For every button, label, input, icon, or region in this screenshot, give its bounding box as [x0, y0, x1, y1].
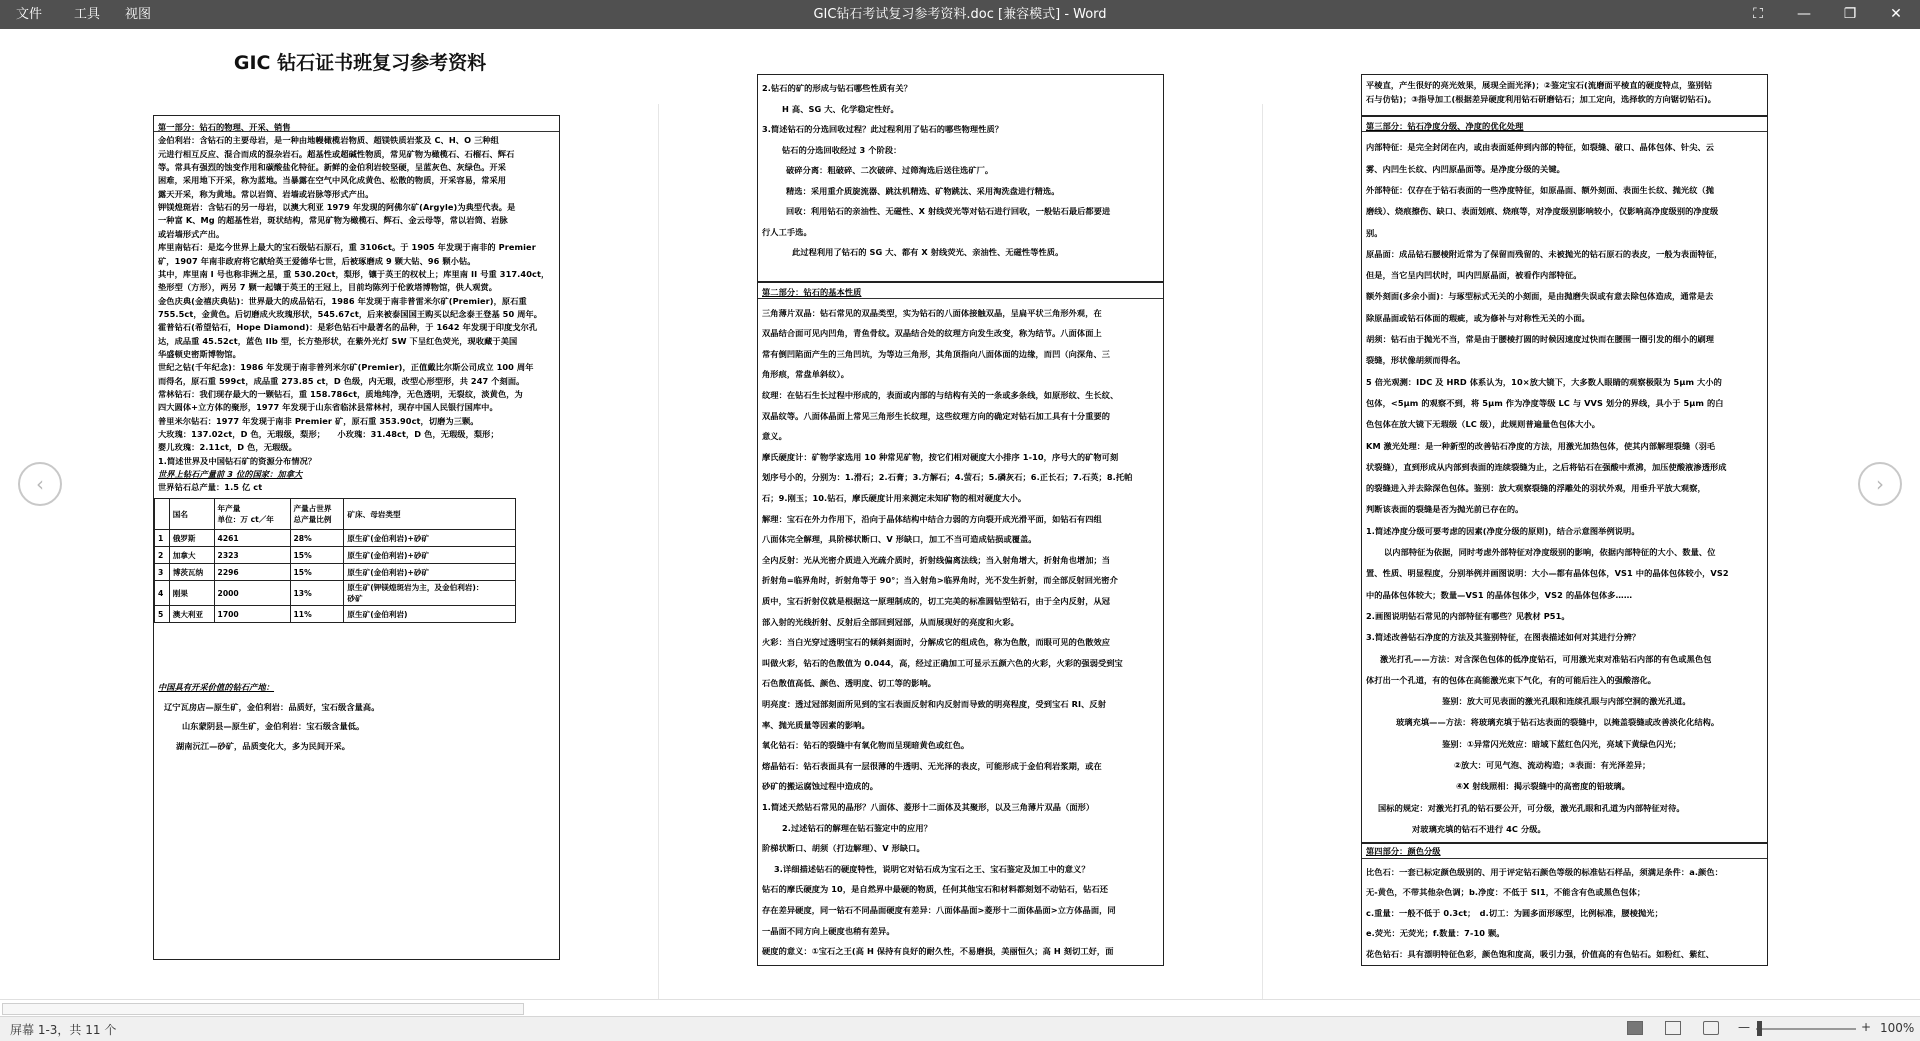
table-cell: 5 [155, 606, 170, 623]
body-text-line: 中国具有开采价值的钻石产地： [158, 682, 275, 692]
body-text-line: 角形痕，常盘单斜纹）。 [762, 369, 850, 380]
body-text-line: 解理：宝石在外力作用下，沿向于晶体结构中结合力弱的方向裂开成光滑平面，如钻石有四组 [762, 513, 1102, 524]
body-text-line: 划序号小的，分别为：1.滑石；2.石膏；3.方解石；4.萤石；5.磷灰石；6.正长石；7.石英；8.托帕 [762, 472, 1133, 483]
table-cell: 28% [290, 530, 344, 547]
body-text-line: 石色散值高低、颜色、透明度、切工等的影响。 [762, 678, 937, 689]
table-row [155, 606, 516, 623]
body-text-line: 火彩：当白光穿过透明宝石的倾斜刻面时，分解成它的组成色，称为色散，而眼可见的色散效应 [762, 637, 1111, 648]
body-text-line: 2.过述钻石的解理在钻石鉴定中的应用？ [782, 822, 932, 833]
body-text-line: 置、性质、明显程度，分别举例并画图说明：大小—都有晶体包体，VS1 中的晶体包体较小，VS2 [1366, 568, 1729, 579]
body-text-line: 石；9.刚玉；10.钻石，摩氏硬度计用来测定未知矿物的相对硬度大小。 [762, 493, 1027, 503]
body-text-line: 无-黄色，不带其他杂色调；b.净度：不低于 SI1，不能含有色或黑色包体； [1366, 887, 1646, 897]
minimize-button[interactable]: — [1797, 6, 1811, 22]
page-2-top-frame [757, 74, 1164, 282]
body-text-line: 中的晶体包体较大；数量—VS1 的晶体包体少，VS2 的晶体包体多…… [1366, 589, 1633, 600]
body-text-line: 对玻璃充填的钻石不进行 4C 分级。 [1412, 823, 1546, 834]
table-cell: 原生矿(金伯利岩)+砂矿 [344, 530, 516, 547]
body-text-line: 露天开采，称为黄地。常以岩筒、岩墙或岩脉等形式产出。 [158, 188, 374, 199]
table-header-row [155, 499, 516, 530]
table-header-cell: 产量占世界 总产量比例 [290, 499, 344, 530]
zoom-level[interactable]: 100% [1880, 1021, 1915, 1035]
page-3-top-frame [1361, 74, 1768, 116]
table-cell: 1 [155, 530, 170, 547]
body-text-line: 达，成品重 45.52ct，蓝色 IIb 型，长方垫形状，在紫外光灯 SW 下呈红色荧光，现收藏于美国 [158, 335, 518, 346]
body-text-line: 此过程利用了钻石的 SG 大、都有 X 射线荧光、亲油性、无磁性等性质。 [792, 247, 1064, 257]
table-cell: 13% [290, 581, 344, 606]
table-cell: 澳大利亚 [169, 606, 214, 623]
table-cell: 11% [290, 606, 344, 623]
body-text-line: 辽宁瓦房店—原生矿，金伯利岩：品质好，宝石级含量高。 [164, 701, 380, 712]
body-text-line: 国标的规定：对激光打孔的钻石要公开，可分级，激光孔眼和孔道为内部特征对待。 [1378, 802, 1685, 813]
body-text-line: 霍普钻石(希望钻石，Hope Diamond)：是彩色钻石中最著名的品种，于 1642 年发现于印度戈尔孔 [158, 322, 538, 333]
body-text-line: 砂矿的搬运腐蚀过程中造成的。 [762, 781, 879, 792]
body-text-line: 金伯利岩：含钻石的主要母岩，是一种由地幔橄榄岩物质、超镁铁质岩浆及 C、H、O 三种组 [158, 135, 499, 146]
body-text-line: 折射角=临界角时，折射角等于 90°；当入射角>临界角时，光不发生折射，而全部反射回光密介 [762, 575, 1118, 586]
table-header-cell [155, 499, 170, 530]
body-text-line: 八面体完全解理，具阶梯状断口、V 形缺口，加工不当可造成钻损或覆盖。 [762, 534, 1037, 545]
status-bar [0, 1016, 1920, 1041]
table-cell: 加拿大 [169, 547, 214, 564]
body-text-line: 第二部分：钻石的基本性质 [762, 287, 862, 297]
body-text-line: 判断该表面的裂缝是否为抛光前已存在的。 [1366, 504, 1524, 515]
scrollbar-thumb[interactable] [2, 1003, 524, 1015]
body-text-line: 1.简述净度分级可要考虑的因素(净度分级的原则)，结合示意图举例说明。 [1366, 525, 1640, 536]
body-text-line: 三角薄片双晶：钻石常见的双晶类型，实为钻石的八面体接触双晶，呈扁平状三角形外观，在 [762, 307, 1102, 318]
body-text-line: 2.画图说明钻石常见的内部特征有哪些？见教材 P51。 [1366, 610, 1570, 621]
body-text-line: 普里米尔钻石：1977 年发现于南非 Premier 矿，原石重 353.90ct，切磨为三颗。 [158, 415, 479, 426]
body-text-line: 的裂缝进入并去除深色包体。鉴别：放大观察裂缝的浮雕处的羽状外观，用垂升平放大观察， [1366, 483, 1706, 494]
section-rule [154, 131, 559, 132]
body-text-line: ④X 射线照相：揭示裂缝中的高密度的铅玻璃。 [1456, 781, 1630, 792]
prev-page-icon[interactable]: ‹ [18, 462, 62, 506]
read-view-icon[interactable] [1627, 1021, 1643, 1035]
body-text-line: 钾镁煌斑岩：含钻石的另一母岩，以澳大利亚 1979 年发现的阿佛尔矿(Argyle)为典型代表。是 [158, 202, 516, 213]
page-1-frame [153, 115, 560, 960]
body-text-line: 大玫瑰：137.02ct，D 色，无瑕级，梨形； 小玫瑰：31.48ct，D 色，无瑕级，梨形； [158, 429, 499, 440]
body-text-line: 世纪之钻(千年纪念)：1986 年发现于南非普列米尔矿(Premier)，正值戴比尔斯公司成立 100 周年 [158, 362, 534, 373]
zoom-in-button[interactable]: + [1861, 1020, 1872, 1034]
body-text-line: 氧化钻石：钻石的裂缝中有氧化物而呈现暗黄色或红色。 [762, 740, 970, 751]
body-text-line: 鉴别：①异常闪光效应：暗域下蓝红色闪光，亮域下黄绿色闪光； [1442, 738, 1682, 749]
table-cell: 2 [155, 547, 170, 564]
body-text-line: 垫形型（方形），两另 7 颗一起镶于英王的王冠上，目前均陈列于伦敦塔博物馆，供人观赏。 [158, 282, 498, 293]
body-text-line: 第一部分：钻石的物理、开采、销售 [158, 122, 291, 132]
table-cell: 原生矿(金伯利岩) [344, 606, 516, 623]
body-text-line: 世界上钻石产量前 3 位的国家：加拿大 [158, 469, 303, 480]
body-text-line: 外部特征：仅存在于钻石表面的一些净度特征，如原晶面、额外刻面、表面生长纹、抛光纹（抛 [1366, 184, 1715, 195]
body-text-line: 第三部分：钻石净度分级、净度的优化处理 [1366, 121, 1524, 131]
table-cell: 1700 [214, 606, 290, 623]
table-header-cell: 矿床、母岩类型 [344, 499, 516, 530]
section-rule [1362, 858, 1767, 859]
body-text-line: 花色钻石：具有漂明特征色彩，颜色饱和度高，吸引力强，价值高的有色钻石。如粉红、紫红、 [1366, 948, 1715, 959]
body-text-line: 额外刻面(多余小面)：与琢型标式无关的小刻面，是由抛磨失误或有意去除包体造成，通常是去 [1366, 291, 1714, 302]
body-text-line: 世界钻石总产量：1.5 亿 ct [158, 482, 263, 493]
body-text-line: 婴儿玫瑰：2.11ct，D 色，无瑕级。 [158, 442, 297, 453]
body-text-line: 激光打孔——方法：对含深色包体的低净度钻石，可用激光束对准钻石内部的有色或黑色包 [1380, 653, 1712, 664]
body-text-line: 胡须：钻石由于抛光不当，常是由于腰棱打圆的时候因速度过快而在腰围一圈引发的细小的刷理 [1366, 334, 1715, 344]
body-text-line: 破碎分离：粗破碎、二次破碎、过筛淘选后送往选矿厂。 [786, 165, 994, 175]
read-mode-icon[interactable]: ⛶ [1753, 6, 1763, 22]
body-text-line: 但是，当它呈内凹状时，叫内凹原晶面，被看作内部特征。 [1366, 270, 1582, 281]
body-text-line: 四大圆体+立方体的聚形，1977 年发现于山东省临沭县常林村，现存中国人民银行国库中。 [158, 402, 498, 413]
body-text-line: 2.钻石的矿的形成与钻石哪些性质有关？ [762, 83, 912, 93]
body-text-line: 体打出一个孔道，有的包体在高能激光束下气化，有的可能后注入的强酸溶化。 [1366, 674, 1657, 685]
section-rule [758, 298, 1163, 299]
body-text-line: 1.简述世界及中国钻石矿的资源分布情况？ [158, 455, 317, 466]
body-text-line: 其中，库里南 I 号也称非洲之星，重 530.20ct，梨形，镶于英王的权杖上；库里南 II 号重 317.40ct， [158, 268, 550, 279]
body-text-line: 硬度的意义：①宝石之王(高 H 保持有良好的耐久性，不易磨损，美丽恒久；高 H 刻切工好，面 [762, 946, 1114, 957]
body-text-line: 裂缝，形状像胡须而得名。 [1366, 355, 1466, 366]
body-text-line: 平棱直，产生很好的亮光效果，展现全面光泽)；②鉴定宝石(流磨面平棱直的硬度特点，鉴别钻 [1366, 80, 1713, 90]
body-text-line: 磨线）、烧痕擦伤、缺口、表面划痕、烧痕等，对净度级别影响较小，仅影响高净度级别的净度级 [1366, 206, 1719, 217]
body-text-line: 钻石的摩氏硬度为 10，是自然界中最硬的物质，任何其他宝石和材料都刻划不动钻石，钻石还 [762, 884, 1109, 895]
body-text-line: 库里南钻石：是迄今世界上最大的宝石级钻石原石，重 3106ct。于 1905 年发现于南非的 Premier [158, 242, 536, 253]
table-row [155, 547, 516, 564]
body-text-line: 困难，采用地下开采，称为蓝地。当暴露在空气中风化成黄色、松散的物质，开采容易，常采用 [158, 175, 507, 186]
body-text-line: 以内部特征为依据，同时考虑外部特征对净度级别的影响，依据内部特征的大小、数量、位 [1384, 547, 1716, 557]
menu-view[interactable]: 视图 [125, 7, 152, 22]
body-text-line: 摩氏硬度计：矿物学家选用 10 种常见矿物，按它们相对硬度大小排序 1-10，序号大的矿物可刻 [762, 451, 1119, 462]
body-text-line: KM 激光处理：是一种新型的改善钻石净度的方法，用激光加热包体，使其内部解理裂缝（羽毛 [1366, 440, 1716, 451]
body-text-line: 元进行相互反应、混合而成的混杂岩石。超基性或超碱性物质，常见矿物为橄榄石、石榴石、辉石 [158, 148, 515, 159]
body-text-line: 全内反射：光从光密介质进入光疏介质时，折射线偏离法线；当入射角增大，折射角也增加；当 [762, 554, 1111, 565]
body-text-line: 1.简述天然钻石常见的晶形？八面体、菱形十二面体及其聚形，以及三角薄片双晶（面形） [762, 802, 1095, 812]
body-text-line: 叫做火彩，钻石的色散值为 0.044，高，经过正确加工可显示五颜六色的火彩，火彩的强弱受到宝 [762, 657, 1123, 668]
body-text-line: 755.5ct，金黄色。后切磨成火玫瑰形状，545.67ct，后来被泰国国王购买以纪念泰王登基 50 周年。 [158, 308, 543, 319]
zoom-out-button[interactable]: — [1738, 1020, 1750, 1034]
web-layout-icon[interactable] [1703, 1021, 1719, 1035]
page-3-middle-frame [1361, 116, 1768, 843]
page-3-bottom-frame [1361, 843, 1768, 966]
table-cell: 原生矿(金伯利岩)+砂矿 [344, 547, 516, 564]
window-title: GIC钻石考试复习参考资料.doc [兼容模式] - Word [813, 7, 1107, 22]
body-text-line: 部入射的光线折射、反射后全部回到冠部，从而展现好的亮度和火彩。 [762, 616, 1019, 627]
body-text-line: 质中，宝石折射仪就是根据这一原理制成的，切工完美的标准圆钻型钻石，由于全内反射，从冠 [762, 596, 1111, 606]
body-text-line: 3.简述改善钻石净度的方法及其鉴别特征，在图表描述如何对其进行分辨？ [1366, 632, 1641, 643]
menu-file[interactable]: 文件 [16, 7, 43, 22]
print-layout-icon[interactable] [1665, 1021, 1681, 1035]
body-text-line: 钻石的分选回收经过 3 个阶段： [782, 144, 902, 155]
document-title: GIC 钻石证书班复习参考资料 [233, 52, 487, 74]
production-table [154, 498, 516, 623]
table-cell: 3 [155, 564, 170, 581]
body-text-line: c.重量：一般不低于 0.3ct； d.切工：为圆多面形琢型，比例标准，腰棱抛光； [1366, 907, 1663, 918]
body-text-line: 玻璃充填——方法：将玻璃充填于钻石达表面的裂缝中，以掩盖裂缝或改善淡化化结构。 [1396, 717, 1720, 728]
page-count-status: 屏幕 1-3，共 11 个 [10, 1023, 117, 1037]
table-cell: 4 [155, 581, 170, 606]
body-text-line: 金色庆典(金禧庆典钻)：世界最大的成品钻石，1986 年发现于南非普雷米尔矿(Premier)，原石重 [158, 295, 527, 306]
body-text-line: 石与仿钻)；③指导加工(根据差异硬度利用钻石研磨钻石；加工定向，选择软的方向锯切钻石)。 [1366, 94, 1717, 104]
table-cell: 2296 [214, 564, 290, 581]
body-text-line: 率、抛光质量等因素的影响。 [762, 719, 870, 730]
body-text-line: 第四部分：颜色分级 [1366, 846, 1441, 856]
table-cell: 博茨瓦纳 [169, 564, 214, 581]
body-text-line: H 高、SG 大、化学稳定性好。 [782, 103, 899, 114]
body-text-line: 雾、内凹生长纹、内凹原晶面等。是净度分级的关键。 [1366, 163, 1565, 174]
page-2-bottom-frame [757, 282, 1164, 966]
body-text-line: 双晶纹等。八面体晶面上常见三角形生长纹理，这些纹理方向的确定对钻石加工具有十分重要的 [762, 410, 1111, 421]
table-cell: 俄罗斯 [169, 530, 214, 547]
table-row [155, 530, 516, 547]
table-cell: 2323 [214, 547, 290, 564]
restore-button[interactable]: ❐ [1843, 6, 1857, 22]
table-cell: 15% [290, 564, 344, 581]
body-text-line: 回收：利用钻石的亲油性、无磁性、X 射线荧光等对钻石进行回收，一般钻石最后都要进 [786, 206, 1111, 216]
body-text-line: 意义。 [762, 431, 787, 442]
body-text-line: 原晶面：成品钻石腰棱附近常为了保留而残留的、未被抛光的钻石原石的表皮，一般为表面特征， [1366, 248, 1723, 259]
table-header-cell: 国名 [169, 499, 214, 530]
body-text-line: 华盛顿史密斯博物馆。 [158, 348, 241, 359]
page-divider [658, 104, 659, 1004]
body-text-line: 5 倍光观测：IDC 及 HRD 体系认为，10×放大镜下，大多数人眼睛的观察极限为 5μm 大小的 [1366, 376, 1722, 387]
body-text-line: 等。常具有强烈的蚀变作用和碳酸盐化特征。新鲜的金伯利岩较坚硬，呈蓝灰色、灰绿色。开采 [158, 162, 507, 173]
menu-tools[interactable]: 工具 [74, 7, 101, 22]
body-text-line: 3.简述钻石的分选回收过程？此过程利用了钻石的哪些物理性质？ [762, 124, 1004, 134]
body-text-line: 色包体在放大镜下无瑕级（LC 级），此规则普遍量色包体大小。 [1366, 419, 1601, 430]
next-page-icon[interactable]: › [1858, 462, 1902, 506]
body-text-line: 别。 [1366, 227, 1383, 238]
table-cell: 4261 [214, 530, 290, 547]
table-cell: 15% [290, 547, 344, 564]
close-button[interactable]: ✕ [1890, 6, 1902, 22]
body-text-line: 除原晶面或钻石体面的瑕疵，或为修补与对称性无关的小面。 [1366, 312, 1590, 323]
section-rule [1362, 131, 1767, 132]
body-text-line: e.荧光：无荧光；f.数量：7-10 颗。 [1366, 928, 1505, 938]
body-text-line: 常林钻石：我们现存最大的一颗钻石，重 158.786ct，质地纯净，无色透明，无裂纹，淡黄色，为 [158, 389, 523, 399]
body-text-line: 一晶面不同方向上硬度也稍有差异。 [762, 925, 895, 936]
body-text-line: 常有倒凹陷面产生的三角凹坑，为等边三角形，其角顶指向八面体面的边缘，而凹（向深角、三 [762, 348, 1111, 359]
page-divider [1262, 104, 1263, 1004]
body-text-line: 比色石：一套已标定颜色级别的、用于评定钻石颜色等级的标准钻石样品，须满足条件：a.颜色： [1366, 866, 1723, 877]
body-text-line: 阶梯状断口、胡须（打边解理）、V 形缺口。 [762, 843, 925, 854]
body-text-line: 纹理：在钻石生长过程中形成的，表面或内部的与结构有关的一条或多条线，如原形纹、生长纹、 [762, 390, 1119, 400]
body-text-line: 存在差异硬度，同一钻石不同晶面硬度有差异：八面体晶面>菱形十二面体晶面>立方体晶面，同 [762, 905, 1116, 915]
body-text-line: 或岩墙形式产出。 [158, 228, 225, 239]
table-cell: 刚果 [169, 581, 214, 606]
body-text-line: 3.详细描述钻石的硬度特性，说明它对钻石成为宝石之王、宝石鉴定及加工中的意义？ [774, 863, 1090, 874]
zoom-slider-thumb[interactable] [1757, 1021, 1762, 1036]
body-text-line: 明亮度：透过冠部刻面所见到的宝石表面反射和内反射而导致的明亮程度，受到宝石 RI、反射 [762, 699, 1107, 709]
body-text-line: 而得名，原石重 599ct，成品重 273.85 ct，D 色级，内无瑕，改型心形型形，共 247 个刻面。 [158, 375, 525, 386]
body-text-line: 状裂缝），直到形成从内部到表面的连续裂缝为止，之后将钻石在强酸中煮沸，加压使酸液渗透形成 [1366, 461, 1727, 472]
body-text-line: 包体，<5μm 的观察不到，将 5μm 作为净度等级 LC 与 VVS 划分的界线，具小于 5μm 的白 [1366, 397, 1724, 408]
table-row [155, 581, 516, 606]
body-text-line: 双晶结合面可见内凹角，青鱼骨纹。双晶结合处的纹理方向发生改变，称为结节。八面体面上 [762, 328, 1102, 339]
table-row [155, 564, 516, 581]
body-text-line: 湖南沅江—砂矿，品质变化大，多为民间开采。 [176, 740, 351, 751]
table-cell: 原生矿(钾镁煌斑岩为主，及金伯利岩)： 砂矿 [344, 581, 516, 606]
body-text-line: 鉴别：放大可见表面的激光孔眼和连续孔眼与内部空洞的激光孔道。 [1442, 696, 1691, 707]
table-cell: 原生矿(金伯利岩)+砂矿 [344, 564, 516, 581]
body-text-line: 一种富 K、Mg 的超基性岩，斑状结构，常见矿物为橄榄石、辉石、金云母等，常以岩筒、岩脉 [158, 215, 508, 226]
body-text-line: ②放大：可见气泡、流动构造；③表面：有光泽差异； [1454, 760, 1651, 770]
zoom-slider[interactable] [1756, 1028, 1856, 1030]
body-text-line: 精选：采用重介质旋流器、跳汰机精选、矿物跳汰、采用淘洗盘进行精选。 [786, 185, 1060, 196]
title-bar [0, 0, 1920, 29]
table-header-cell: 年产量 单位：万 ct／年 [214, 499, 290, 530]
body-text-line: 行人工手选。 [762, 226, 812, 237]
table-cell: 2000 [214, 581, 290, 606]
body-text-line: 矿，1907 年南非政府将它献给英王爱德华七世，后被琢磨成 9 颗大钻、96 颗小钻。 [158, 255, 476, 266]
body-text-line: 熔晶钻石：钻石表面具有一层很薄的牛透明、无光泽的表皮，可能形成于金伯利岩浆期，或在 [762, 760, 1102, 771]
horizontal-scrollbar[interactable] [0, 999, 1920, 1017]
body-text-line: 内部特征：是完全封闭在内，或由表面延伸到内部的特征，如裂缝、破口、晶体包体、针尖、云 [1366, 142, 1715, 153]
body-text-line: 山东蒙阴县—原生矿，金伯利岩：宝石级含量低。 [182, 721, 365, 731]
